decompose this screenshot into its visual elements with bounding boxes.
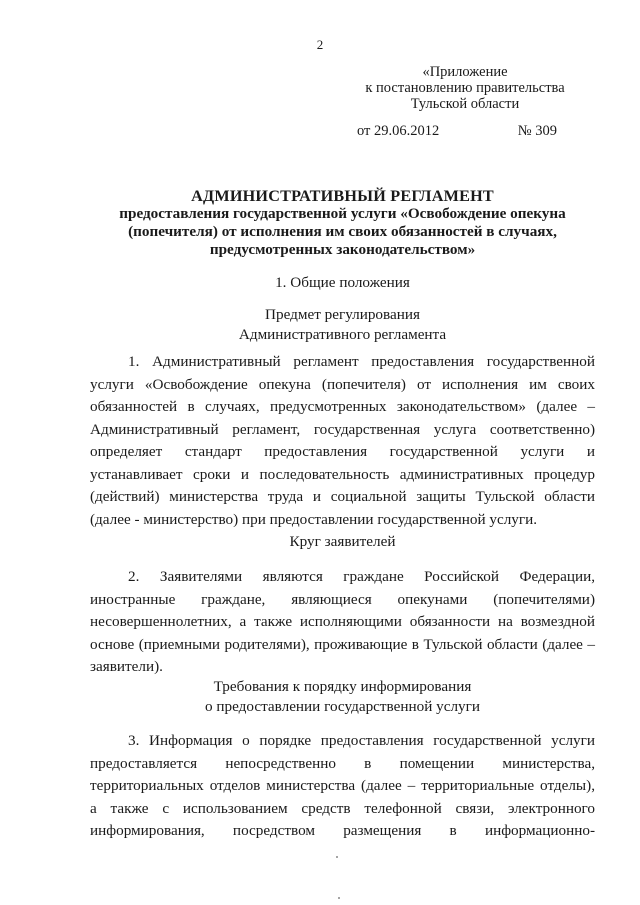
paragraph-line: основе (приемными родителями), проживающие в Тульской области (далее – [90,635,595,653]
title-line: (попечителя) от исполнения им своих обязанностей в случаях, [128,223,557,240]
title-main: АДМИНИСТРАТИВНЫЙ РЕГЛАМЕНТ [191,187,494,205]
paragraph-line: заявители). [90,658,163,675]
title-line: предоставления государственной услуги «Освобождение опекуна [119,205,566,222]
paragraph-line: определяет стандарт предоставления государственной услуги и [90,443,595,460]
paragraph-line: 3. Информация о порядке предоставления государственной услуги [128,732,595,749]
paragraph-line: а также с использованием средств телефонной связи, электронного [90,799,595,817]
subheading-line: Административного регламента [238,326,447,343]
subheading-informing-requirements [90,677,595,717]
scan-speck [336,856,338,858]
paragraph-line: иностранные граждане, являющиеся опекунами (попечителями) [90,590,595,608]
appendix-line: Тульской области [410,96,520,112]
document-title [90,187,595,259]
paragraph-line: устанавливает сроки и последовательность административных процедур [90,465,595,483]
subheading-regulation-subject [90,305,595,345]
decree-date: от 29.06.2012 [357,123,440,139]
paragraph-line: информирования, посредством размещения в информационно- [90,822,595,839]
subheading-line: Требования к порядку информирования [213,678,472,695]
paragraph-line: (действий) министерства труда и социальной защиты Тульской области [90,488,595,505]
paragraph-line: услуги «Освобождение опекуна (попечителя) от исполнения им своих [90,375,595,393]
decree-number: № 309 [517,123,557,139]
subheading-line: Предмет регулирования [265,306,420,323]
decree-line [357,123,557,140]
paragraph-line: территориальных отделов министерства (далее – территориальные отделы), [90,777,595,794]
paragraph-line: Административный регламент, государственная услуга соответственно) [90,420,595,438]
page-number: 2 [316,37,324,52]
appendix-block [360,64,570,112]
paragraph-line: 2. Заявителями являются граждане Российской Федерации, [128,568,595,585]
paragraph-line: несовершеннолетних, а также исполняющими обязанности на возмездной [90,613,595,630]
paragraph-1 [90,351,595,531]
paragraph-line: (далее - министерство) при предоставлении государственной услуги. [90,510,538,528]
paragraph-line: 1. Административный регламент предоставления государственной [128,353,595,370]
paragraph-2 [90,566,595,679]
paragraph-3 [90,730,595,843]
subheading-applicants: Круг заявителей [289,533,396,550]
paragraph-line: предоставляется непосредственно в помещении министерства, [90,754,595,772]
paragraph-line: обязанностей в случаях, предусмотренных законодательством» (далее – [90,398,595,415]
title-line: предусмотренных законодательством» [209,241,476,258]
appendix-line: к постановлению правительства [365,80,565,96]
section-heading: 1. Общие положения [275,274,410,291]
appendix-line: «Приложение [422,64,508,80]
subheading-line: о предоставлении государственной услуги [204,698,481,715]
scan-speck [338,897,340,899]
